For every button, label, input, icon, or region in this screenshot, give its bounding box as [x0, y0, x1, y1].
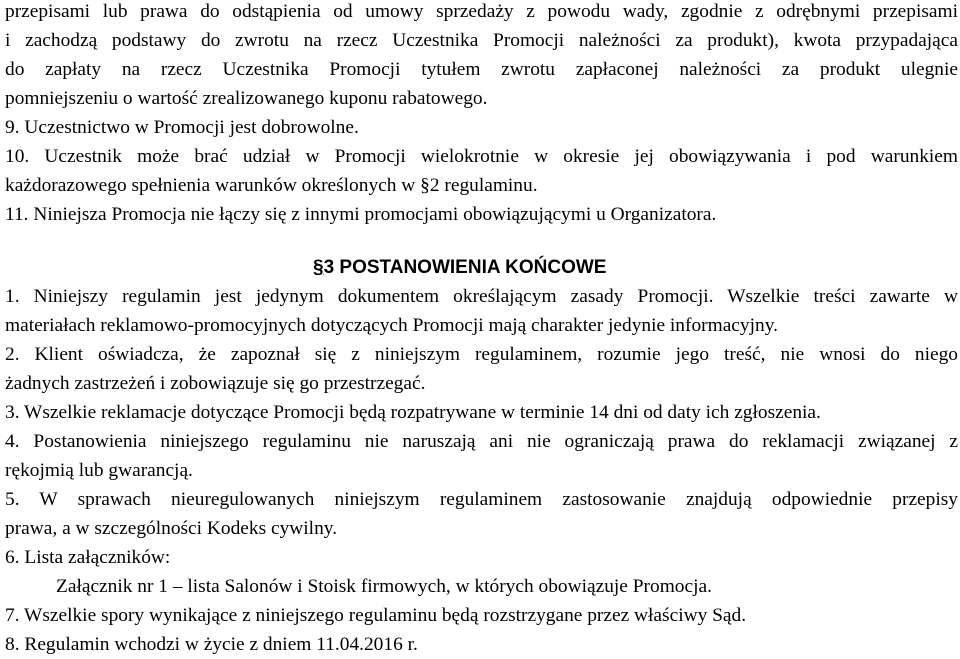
- attachment-item: Załącznik nr 1 – lista Salonów i Stoisk firmowych, w których obowiązuje Promocja.: [56, 576, 712, 597]
- text-line: 10. Uczestnik może brać udział w Promocji wielokrotnie w okresie jej obowiązywania i pod warunkiem: [5, 146, 958, 167]
- text-line: 5. W sprawach nieuregulowanych niniejszym regulaminem zastosowanie znajdują odpowiednie przepisy: [5, 489, 958, 510]
- text-line: 9. Uczestnictwo w Promocji jest dobrowolne.: [5, 117, 359, 138]
- text-line: przepisami lub prawa do odstąpienia od umowy sprzedaży z powodu wady, zgodnie z odrębnymi przepisami: [5, 1, 958, 22]
- text-line: każdorazowego spełnienia warunków określonych w §2 regulaminu.: [5, 175, 538, 196]
- text-line: i zachodzą podstawy do zwrotu na rzecz Uczestnika Promocji należności za produkt), kwota przypadająca: [5, 30, 958, 51]
- text-line: do zapłaty na rzecz Uczestnika Promocji tytułem zwrotu zapłaconej należności za produkt ulegnie: [5, 59, 958, 80]
- text-line: 2. Klient oświadcza, że zapoznał się z niniejszym regulaminem, rozumie jego treść, nie wnosi do niego: [5, 344, 958, 365]
- text-line: 8. Regulamin wchodzi w życie z dniem 11.04.2016 r.: [5, 634, 418, 655]
- text-line: 11. Niniejsza Promocja nie łączy się z innymi promocjami obowiązującymi u Organizatora.: [5, 204, 717, 225]
- section-title: 3 POSTANOWIENIA KOŃCOWE: [323, 257, 607, 278]
- section-symbol: §: [313, 257, 324, 278]
- text-line: prawa, a w szczególności Kodeks cywilny.: [5, 518, 338, 539]
- text-line: materiałach reklamowo-promocyjnych dotyczących Promocji mają charakter jedynie informacyjny.: [5, 315, 778, 336]
- text-line: rękojmią lub gwarancją.: [5, 460, 193, 481]
- text-line: 1. Niniejszy regulamin jest jedynym dokumentem określającym zasady Promocji. Wszelkie treści zawarte w: [5, 286, 958, 307]
- text-line: 6. Lista załączników:: [5, 547, 171, 568]
- text-line: 7. Wszelkie spory wynikające z niniejszego regulaminu będą rozstrzygane przez właściwy Sąd.: [5, 605, 747, 626]
- section-heading: [313, 256, 606, 280]
- text-line: pomniejszeniu o wartość zrealizowanego kuponu rabatowego.: [5, 88, 488, 109]
- text-line: żadnych zastrzeżeń i zobowiązuje się go przestrzegać.: [5, 373, 426, 394]
- text-line: 3. Wszelkie reklamacje dotyczące Promocji będą rozpatrywane w terminie 14 dni od daty ich zgłoszenia.: [5, 402, 821, 423]
- text-line: 4. Postanowienia niniejszego regulaminu nie naruszają ani nie ograniczają prawa do reklamacji związanej z: [5, 431, 958, 452]
